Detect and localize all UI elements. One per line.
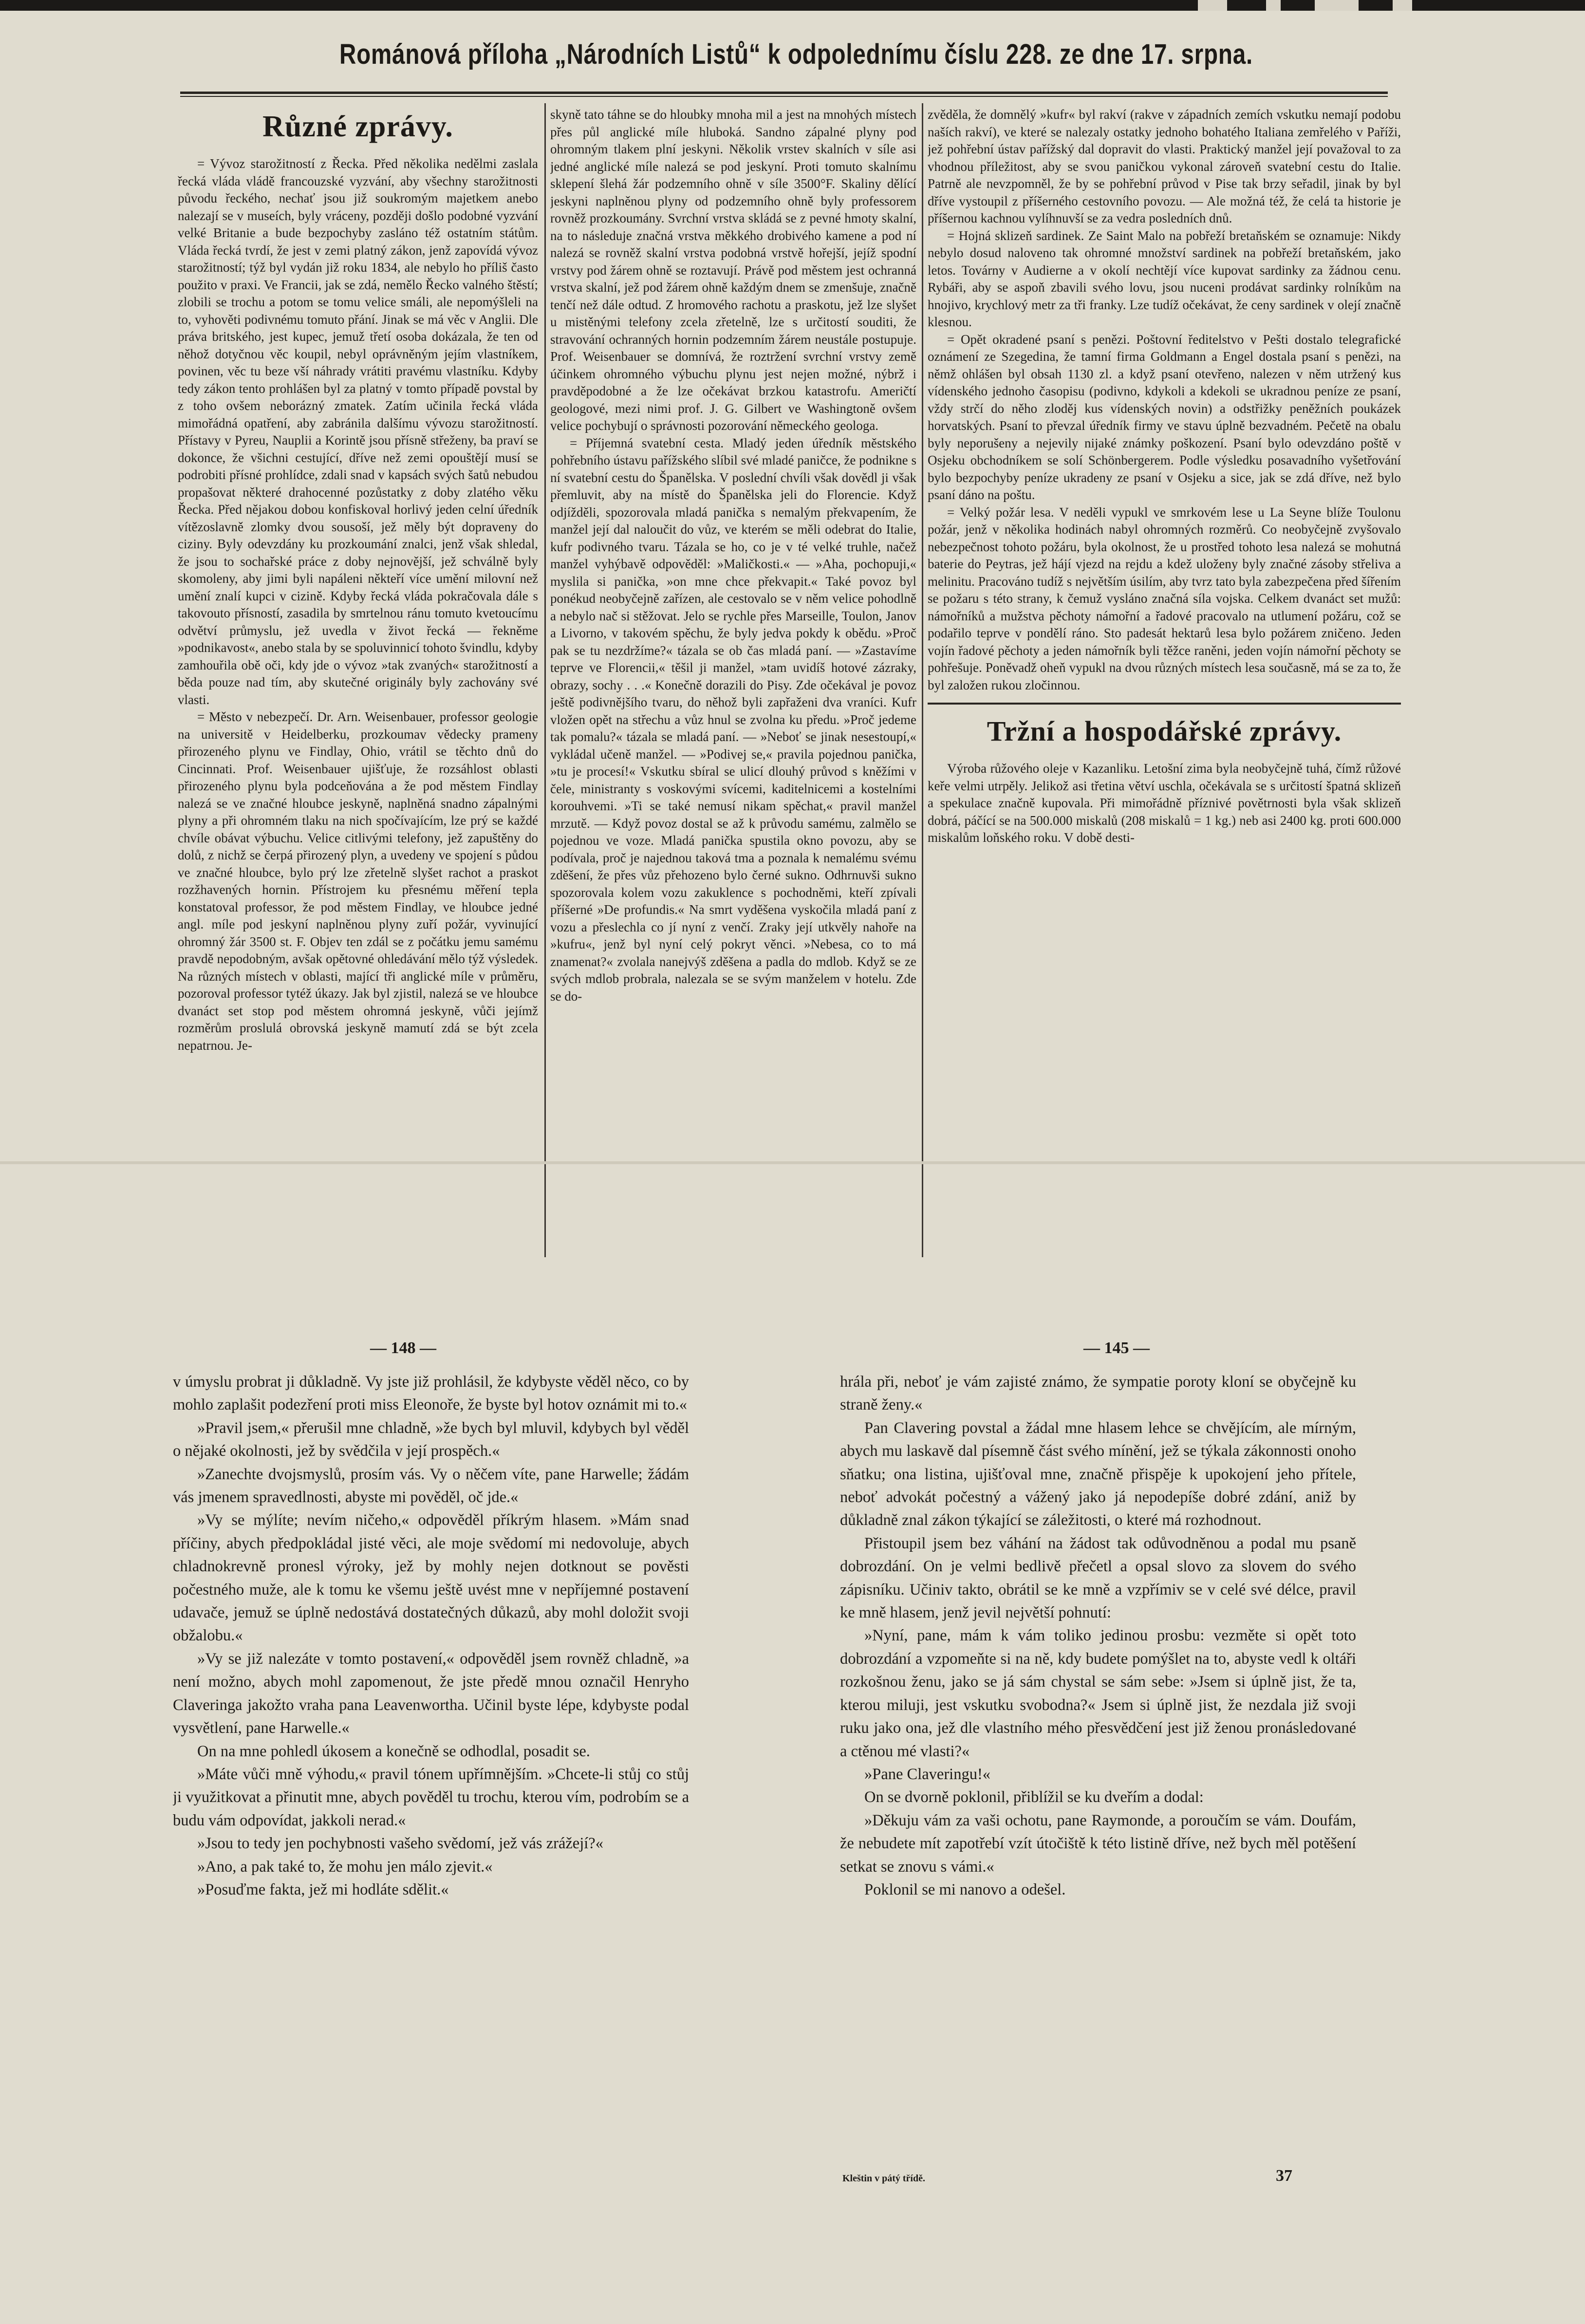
top-edge-bar [0,0,1585,11]
novel-paragraph: »Děkuju vám za vaši ochotu, pane Raymonde, a poroučím se vám. Doufám, že nebudete mít zapotřebí vzít útočiště k této listině dříve, než bych měl potěšení setkat se znovu s vámi.« [840,1811,1356,1876]
section-heading-trzni-zpravy: Tržní a hospodářské zprávy. [987,715,1342,747]
column-1 [178,105,538,1264]
novel-paragraph: »Zanechte dvojsmyslů, prosím vás. Vy o něčem víte, pane Harwelle; žádám vás jmenem spravedlnosti, abyste mi pověděl, oč jde.« [173,1465,689,1506]
sheet-number: 37 [1276,2167,1292,2185]
novel-paragraph: Poklonil se mi nanovo a odešel. [864,1880,1066,1898]
article-vyroba-ruzoveho-oleje: Výroba růžového oleje v Kazanliku. Letošní zima byla neobyčejně tuhá, čímž růžové keře velmi utrpěly. Jelikož asi třetina větví uschla, očekávala se s určitostí špatná sklizeň a spekulace značně kupovala. Při mimořádně příznivé povětrnosti byla však sklizeň dobrá, páčící se na 500.000 miskalů (208 miskalů = 1 kg.) neb asi 2400 kg. proti 600.000 miskalům loňského roku. V době desti- [928,761,1401,845]
page-number-right: — 145 — [1083,1339,1150,1357]
novel-paragraph: On na mne pohledl úkosem a konečně se odhodlal, posadit se. [197,1742,590,1760]
masthead: Románová příloha „Národních Listů“ k odpolednímu číslu 228. ze dne 17. srpna. [339,38,1253,70]
novel-paragraph: hrála při, neboť je vám zajisté známo, že sympatie poroty kloní se obyčejně ku straně ženy.« [840,1373,1356,1414]
novel-page-right [840,1371,1356,2140]
section-heading-ruzne-zpravy: Různé zprávy. [262,110,453,143]
novel-paragraph: »Pravil jsem,« přerušil mne chladně, »že bych byl mluvil, kdybych byl věděl o nějaké okolnosti, jež by svědčila v její prospěch.« [173,1419,689,1460]
novel-page-left [173,1371,689,2159]
masthead-rule-thin [180,96,1388,97]
novel-paragraph: »Vy se mýlíte; nevím ničeho,« odpověděl příkrým hlasem. »Mám snad příčiny, abych předpokládal jisté věci, ale moje svědomí mi nedovoluje, abych chladnokrevně pronesl výroky, jež by mohly nejen dotknout se pověsti počestného muže, ale k tomu ke všemu ještě uvést mne v nepříjemné postavení udavače, jemuž se úplně nedostává dostatečných důkazů, aby mohl doložit svoji obžalobu.« [173,1511,689,1645]
novel-paragraph: »Máte vůči mně výhodu,« pravil tónem upřímnějším. »Chcete-li stůj co stůj ji využitkovat a přinutit mne, abych pověděl tu trochu, kterou vím, podrobím se a budu vám odpovídat, jakkoli nerad.« [173,1765,689,1829]
novel-paragraph: »Posuďme fakta, jež mi hodláte sdělit.« [197,1880,449,1898]
article-opet-okradene-psani: = Opět okradené psaní s penězi. Poštovní ředitelstvo v Pešti dostalo telegrafické oznámení ze Szegedina, že tamní firma Goldmann a Engel dostala psaní s penězi, na němž ohlášen byl obsah 1130 zl. a když psaní otevřeno, nalezen v něm utržený kus vídenského jednoho časopisu (podivno, kdykoli a kdekoli se ukradnou peníze ze psaní, vždy strčí do něho zloděj kus vídenských novin) a odstřižky peněžních poukázek horvatských. Psaní to převzal úředník firmy ve stavu úplně bezvadném. Pečetě na obalu byly neporušeny a nejevily nijaké známky poškození. Psaní bylo odevzdáno poště v Osjeku obchodníkem se solí Schönbergerem. Podle výsledku posavadního vyšetřování bylo bezpochyby peníze ukradeny ze psaní v Osjeku a sice, jak se zdá dříve, než bylo psaní dáno na poštu. [928,332,1401,502]
article-hojna-sklizen-sardinek: = Hojná sklizeň sardinek. Ze Saint Malo na pobřeží bretaňském se oznamuje: Nikdy nebylo dosud naloveno tak ohromné množství sardinek na pobřeží bretaňském, jako letos. Továrny v Audierne a v okolí nechtějí více kupovat sardinky za žádnou cenu. Rybáři, aby se aspoň zbavili svého lovu, jsou nuceni prodávat sardinky rolníkům na hnojivo, krychlový metr za tři franky. Lze tudíž očekávat, že ceny sardinek v olejí značně klesnou. [928,228,1401,329]
article-vyvoz-starozitnosti: = Vývoz starožitností z Řecka. Před několika nedělmi zaslala řecká vláda vládě francouzské vyzvání, aby všechny starožitnosti původu řeckého, nechať jsou již soukromým majetkem anebo nalezají se v museích, byly vráceny, později došlo podobné vyzvání velké Britanie a bude bezpochyby zasláno též ostatním státům. Vláda řecká tvrdí, že jest v zemi platný zákon, jenž zapovídá vývoz starožitností; týž byl vydán již roku 1834, ale nebylo ho příliš často použito v praxi. Ve Francii, jak se zdá, nemělo Řecko valného štěstí; zlobili se trochu a potom se tomu velice smáli, ale nepomýšleli na to, vyhověti podivnému tomuto přání. Jinak se má věc v Anglii. Dle práva britského, jest kupec, jemuž třetí osoba dokázala, že ten od něhož dotyčnou věc koupil, nebyl oprávněným jejím vlastníkem, povinen, věc tu beze vší náhrady vrátiti pravému vlastníku. Kdyby tedy zákon tento prohlášen byl za platný v tomto případě povstal by z toho ovšem neborázný zmatek. Zatím učinila řecká vláda mimořádná opatření, aby zabránila dalšímu vývozu starožitností. Přístavy v Pyreu, Nauplii a Korintě jsou přísně střeženy, ba praví se dokonce, že všichni cestující, dříve než zemi opouštějí musí se podrobiti přísné prohlídce, zdali snad v kapsách svých šatů nebudou propašovat některé drahocenné pozůstatky z doby zlatého věku Řecka. Před nějakou dobou konfiskoval horlivý jeden celní úředník vítězoslavně zlomky dvou sousoší, jež měly být dopraveny do ciziny. Byly odevzdány ku prozkoumání znalci, jenž však shledal, že jsou to sochařské práce z doby nejnovější, jež schválně byly skomoleny, aby jimi byli napáleni někteří více umění milovní než umění znalí kupci v cizině. Kdyby řecká vláda pokračovala dále s takovouto přísností, zasadila by smrtelnou ránu tomuto kvetoucímu odvětví průmyslu, jež uvedla v život řecká — řekněme »podnikavost«, anebo stala by se spoluvinnicí tohoto švindlu, kdyby zamhouřila obě oči, kdy jde o vývoz »tak zvaných« starožitností a běda pouze nad tím, aby skutečné originály byly zachovány své vlasti. [178,156,538,707]
article-velky-pozar-lesa: = Velký požár lesa. V neděli vypukl ve smrkovém lese u La Seyne blíže Toulonu požár, jenž v několika hodinách nabyl ohromných rozměrů. Co neobyčejně zvyšovalo nebezpečnost tohoto požáru, byla okolnost, že u prostřed tohoto lesa nalezá se mohutná baterie do Peytras, jež hájí vjezd na rejdu a kdež uloženy byly značné zásoby střeliva a melinitu. Pracováno tudíž s největším úsilím, aby tvrz tato byla zabezpečena před šířením se požaru s této strany, k čemuž vysláno značná síla vojska. Celkem dvanáct set mužů: námořníků a mužstva pěchoty námořní a řadové pracovalo na utlumení požáru, což se podařilo teprve v pondělí ráno. Sto padesát hektarů lesa bylo požárem zničeno. Jeden vojín řadové pěchoty a jeden námořník byli těžce raněni, jeden vojín námořní pěchoty se pohřešuje. Poněvadž oheň vypukl na dvou různých místech lesa současně, má se za to, že byl založen rukou zločinnou. [928,504,1401,692]
novel-paragraph: v úmyslu probrat ji důkladně. Vy jste již prohlásil, že kdybyste věděl něco, co by mohlo zaplašit podezření proti miss Eleonoře, že byste byl hotov oznámit mi to.« [173,1373,689,1414]
article-prijemna-svatebni-cesta: = Příjemná svatební cesta. Mladý jeden úředník městského pohřebního ústavu pařížského slíbil své mladé paničce, že podnikne s ní svatební cestu do Španělska. V poslední chvíli však dovědl ji však přemluvit, aby na místě do Španělska jeli do Florencie. Když odjížděli, spozorovala mladá panička s nemalým překvapením, že manžel její dal naloučit do vůz, ve kterém se měli odebrat do Italie, kufr podivného tvaru. Tázala se ho, co je v té velké truhle, načež manžel vyhýbavě odpověděl: »Maličkosti.« — »Aha, pochopuji,« myslila si panička, »on mne chce překvapit.« Také povoz byl ponékud neobyčejně zařízen, ale cestovalo se v něm velice pohodlně a nebylo nač si stěžovat. Jelo se rychle přes Marseille, Toulon, Janov a Livorno, v takovém spěchu, že byly jedva pokdy k obědu. »Proč pak se tu nezdržíme?« tázala se ob čas mladá paní. — »Zastavíme teprve ve Florencii,« těšil ji manžel, »tam uvidíš hotové zázraky, obrazy, sochy . . .« Konečně dorazili do Pisy. Zde očekával je povoz ještě podivnějšího tvaru, do něhož byli zapřaženi dva vraníci. Kufr vložen opět na střechu a vůz hnul se zvolna ku předu. »Proč jedeme tak pomalu?« tázala se mladá paní. — »Neboť se jinak nesestoupí,« vykládal učeně manžel. — »Podivej se,« pravila pojednou panička, »tu je procesí!« Vskutku sbíral se ulicí dlouhý průvod s kněžími v čele, ministranty s voskovými svícemi, kaditelnicemi a kostelními korouhvemi. »Ti se také nemusí nikam spěchat,« pravil manžel mrzutě. — Když povoz dostal se až k průvodu samému, zalmělo se pojednou ve voze. Mladá panička spustila okno povozu, aby se podívala, proč je najednou taková tma a poznala k nemalému svému zděšení, že přes vůz přehozeno bylo černé sukno. Odhrnuvši sukno spozorovala kolem vozu zakuklence s pochodněmi, kteří zpívali příšerné »De profundis.« Na smrt vyděšena vyskočila mladá paní z vozu a přeslechla co jí nyní z venčí. Zraky její utkvěly nahoře na »kufru«, jenž byl nyní celý pokryt věnci. »Nebesa, co to má znamenat?« zvolala nanejvýš zděšena a padla do mdlob. Když se ze svých mdlob probrala, nalezala se se svým manželem v hotelu. Zde se do- [550,435,916,1004]
novel-paragraph: »Nyní, pane, mám k vám toliko jedinou prosbu: vezměte si opět toto dobrozdání a vzpomeňte si na ně, kdy budete pomýšlet na to, abyste vedl k oltáři rozkošnou ženu, jako se já sám chystal se sám sebe: »Jsem si úplně jist, že ta, kterou miluji, jest vskutku svobodna?« Jsem si úplně jist, že nezdala již svoji ruku jako ona, jež dle vlastního mého přesvědčení jest již ženou pronásledované a ctěnou mé vlasti?« [840,1627,1356,1760]
column-2 [550,106,916,1258]
column-divider-2 [922,103,923,1257]
novel-paragraph: »Jsou to tedy jen pochybnosti vašeho svědomí, jež vás zrážejí?« [197,1835,603,1853]
novel-paragraph: »Vy se již nalezáte v tomto postavení,« odpověděl jsem rovněž chladně, »a není možno, abych mohl zapomenout, že jste předě mnou označil Henryho Claveringa jakožto vraha pana Leavenwortha. Učinil byste lépe, kdybyste podal vysvětlení, pane Harwelle.« [173,1650,689,1737]
printer-footer: Kleštin v pátý třídě. [842,2173,925,2184]
section-rule [928,703,1401,705]
article-continuation: skyně tato táhne se do hloubky mnoha mil a jest na mnohých místech přes půl anglické míle hluboká. Sandno zápalné plyny pod ohromným tlakem plní jeskyni. Několik vrstev skalních v síle asi jedné anglické míle nalezá se pod jeskyní. Proti tomuto skalnímu sklepení šlehá žár podzemního ohně v síle 3500°F. Skaliny dělící jeskyni naplněnou plyny od podzemního ohně byly professorem rovněž prozkoumány. Svrchní vrstva skládá se z pevné hmoty skalní, na to následuje značná vrstva měkkého drobivého kamene a pod ní nalezá se rovněž skalní vrstva podobná vrstvě hořejší, jejíž spodní vrstvy pod žárem ohně se roztavují. Právě pod městem jest ochranná vrstva skalní, jež pod žárem ohně každým dnem se zmenšuje, značně tenčí než dále odtud. Z hromového rachotu a praskotu, jež lze slyšet u mistěnými telefony zcela zřetelně, lze s určitostí souditi, že stravování ochranných hornin podzemním žárem neustále postupuje. Prof. Weisenbauer se domnívá, že roztržení svrchní vrstvy země účinkem ohromného výbuchu plynu jest nejen možné, nýbrž i pravděpodobné a že lze očekávat brzkou katastrofu. Američtí geologové, mezi nimi prof. J. G. Gilbert ve Washingtoně ovšem velice pochybují o správnosti pozorování německého geologa. [550,107,916,433]
column-divider-1 [544,103,546,1257]
page-number-left: — 148 — [370,1339,436,1357]
novel-paragraph: On se dvorně poklonil, přiblížil se ku dveřím a dodal: [864,1788,1204,1806]
page-fold [0,1161,1585,1164]
article-mesto-v-nebezpeci: = Město v nebezpečí. Dr. Arn. Weisenbauer, professor geologie na universitě v Heidelberku, prozkoumav vědecky prameny přirozeného plynu ve Findlay, Ohio, vrátil se těchto dnů do Cincinnati. Prof. Weisenbauer ujišťuje, že rozsáhlost oblasti přirozeného plynu byla podceňována a že pod městem Findlay nalezá se ve značné hloubce jeskyně, naplněná snadno zápalnými plyny a při ohromném tlaku na nich spočívajícím, lze prý se každé chvíle obávat výbuchu. Velice citlivými telefony, jež zapuštěny do dolů, z nichž se čerpá přirozený plyn, a uvedeny ve spojení s půdou ve značné hloubce, bylo prý lze zřetelně slyšet rachot a praskot rozžhavených hornin. Přístrojem ku přesnému měření tepla konstatoval professor, že pod městem Findlay, ve hloubce jedné angl. míle pod jeskyní naplněnou plyny zuří požár, vyvinující ohromný žár 3500 st. F. Objev ten zdál se z počátku jemu samému pravdě nepodobným, avšak opětovné ohledávání mělo týž výsledek. Na různých místech v oblasti, mající tři anglické míle v průměru, pozoroval professor tytéž úkazy. Jak byl zjistil, nalezá se ve hloubce dvanáct set stop pod městem ohromná jeskyně, vůči jejímž rozměrům proslulá obrovská jeskyně mamutí zdá se být zcela nepatrnou. Je- [178,709,538,1053]
column-3 [928,106,1401,1258]
novel-paragraph: »Ano, a pak také to, že mohu jen málo zjevit.« [197,1858,493,1876]
novel-paragraph: Pan Clavering povstal a žádal mne hlasem lehce se chvějícím, ale mírným, abych mu laskavě dal písemně část svého mínění, jež se týkala zákonnosti onoho sňatku; ona listina, ujišťoval mne, značně přispěje k upokojení jeho přítele, neboť advokát počestný a vážený jako já nepodepíše dobré zdání, aniž by důkladně znal zákon týkající se záležitosti, o které má rozhodnout. [840,1419,1356,1529]
article-continuation-kufr: zvěděla, že domnělý »kufr« byl rakví (rakve v západních zemích vskutku nemají podobu naších rakví), ve které se nalezaly ostatky jednoho bohatého Italiana zemřelého v Paříži, jež pohřební ústav pařížský dal dopravit do vlasti. Praktický manžel její považoval to za vhodnou příležitost, aby se svou paničkou vykonal zároveň svatební cestu do Italie. Patrně ale nevzpomněl, že by se pohřební průvod v Pise tak brzy seřadil, jinak by byl dříve vystoupil z příšerného cestovního povozu. — Ale možná též, že celá ta historie je příšernou kachnou vylíhnuvší se za vedra posledních dnů. [928,107,1401,225]
novel-paragraph: »Pane Claveringu!« [864,1765,991,1783]
novel-paragraph: Přistoupil jsem bez váhání na žádost tak odůvodněnou a podal mu psaně dobrozdání. On je velmi bedlivě přečetl a opsal slovo za slovem do svého zápisníku. Učiniv takto, obrátil se ke mně a vzpřímiv se v celé své délce, pravil ke mně hlasem, jenž jevil největší pohnutí: [840,1534,1356,1622]
masthead-rule [180,92,1388,94]
